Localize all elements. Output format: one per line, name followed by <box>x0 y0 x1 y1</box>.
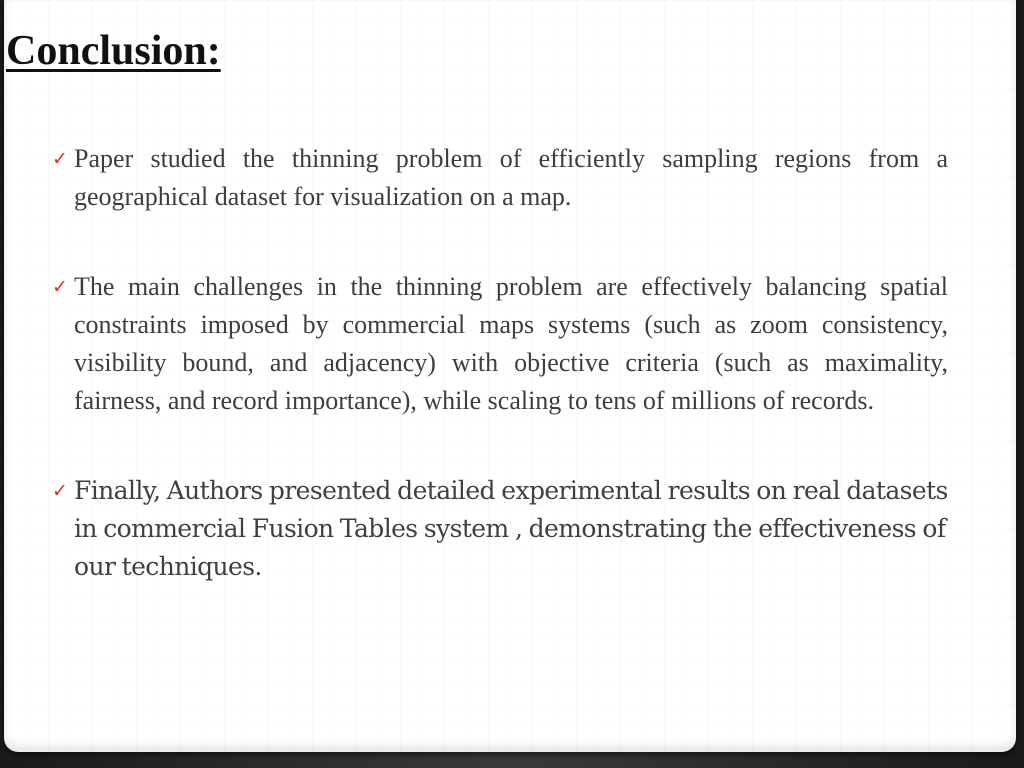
bullet-text: Finally, Authors presented detailed experimental results on real datasets in commercial Fusion Tables system , demonstrating the effectiveness of our techniques. <box>74 476 948 581</box>
bullet-text: The main challenges in the thinning problem are effectively balancing spatial constraints imposed by commercial maps systems (such as zoom consistency, visibility bound, and adjacency) with objective criteria (such as maximality, fairness, and record importance), while scaling to tens of millions of records. <box>74 272 948 415</box>
slide <box>4 0 1016 752</box>
checkmark-icon: ✓ <box>52 480 68 502</box>
bullet-item <box>52 472 948 586</box>
checkmark-icon: ✓ <box>52 148 68 170</box>
checkmark-icon: ✓ <box>52 276 68 298</box>
bullet-list <box>52 140 948 586</box>
bullet-item <box>52 268 948 420</box>
bullet-item <box>52 140 948 216</box>
bullet-text: Paper studied the thinning problem of efficiently sampling regions from a geographical dataset for visualization on a map. <box>74 144 948 211</box>
slide-title: Conclusion: <box>6 28 221 74</box>
